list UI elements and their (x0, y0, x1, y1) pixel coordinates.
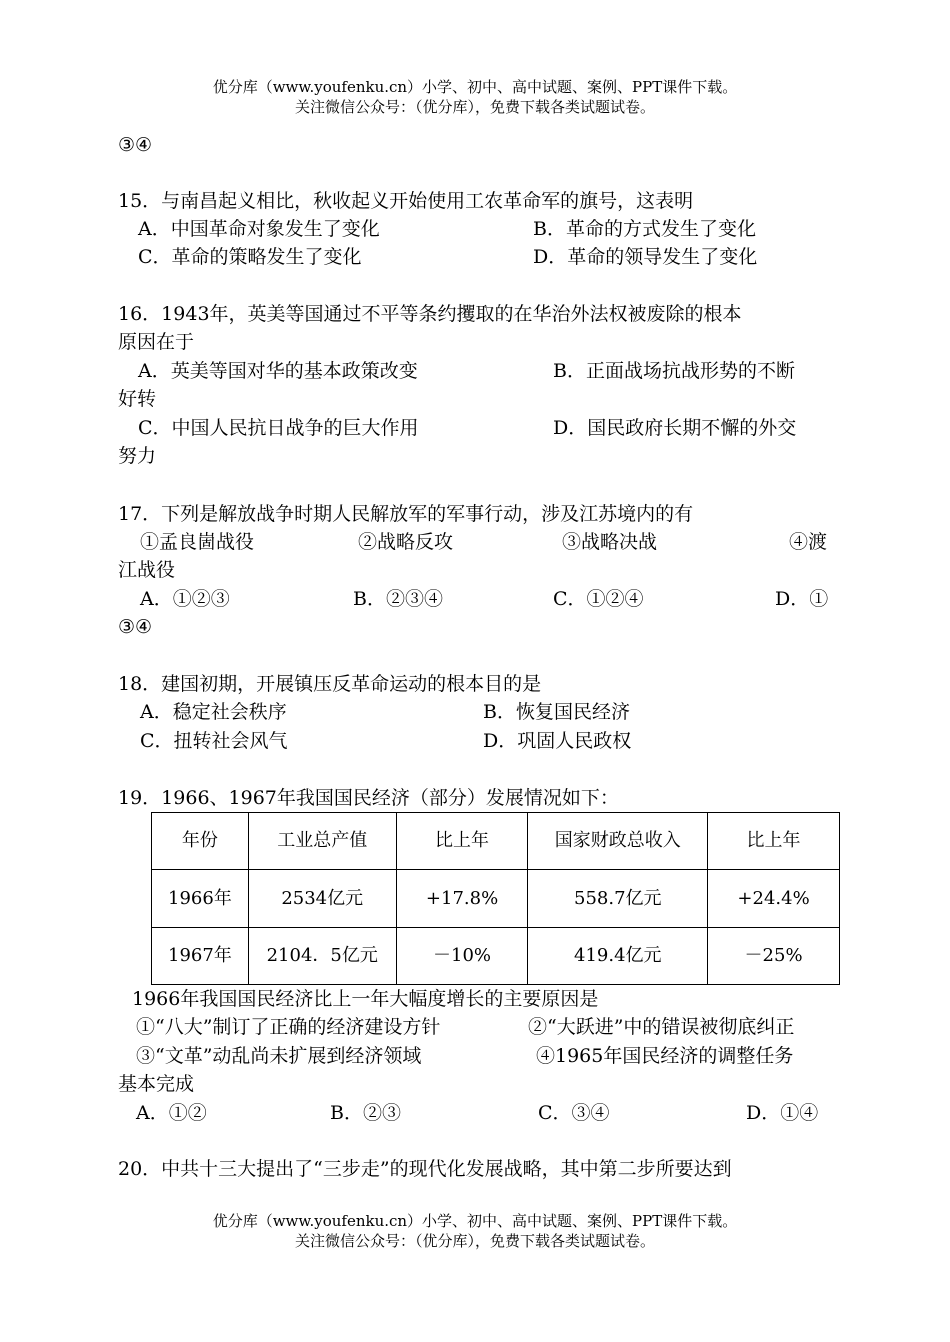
table-cell: 1966年 (152, 870, 249, 928)
q15-option-a: A．中国革命对象发生了变化 (138, 218, 380, 240)
q18-option-b: B．恢复国民经济 (483, 701, 630, 723)
q17-option-b: B．②③④ (353, 588, 443, 610)
q15-option-b: B．革命的方式发生了变化 (533, 218, 756, 240)
q17-option-d: D．① (775, 588, 829, 610)
table-cell: +24.4% (708, 870, 840, 928)
table-cell: 2104．5亿元 (248, 928, 396, 985)
q19-item-1: ①“八大”制订了正确的经济建设方针 (136, 1016, 441, 1038)
table-row (152, 928, 840, 985)
table-header-row (152, 813, 840, 870)
table-cell: +17.8% (396, 870, 528, 928)
table-header-cell: 国家财政总收入 (528, 813, 708, 870)
table-cell: 1967年 (152, 928, 249, 985)
q17-item-2: ②战略反攻 (358, 531, 454, 553)
q17-option-c: C．①②④ (553, 588, 644, 610)
table-cell: －10% (396, 928, 528, 985)
q16-stem-line-1: 16．1943年，英美等国通过不平等条约攫取的在华治外法权被废除的根本 (118, 303, 742, 325)
q19-item-3: ③“文革”动乱尚未扩展到经济领域 (136, 1045, 422, 1067)
q16-option-d-cont: 努力 (118, 445, 157, 467)
q17-option-a: A．①②③ (140, 588, 230, 610)
q20-stem: 20．中共十三大提出了“三步走”的现代化发展战略，其中第二步所要达到 (118, 1158, 732, 1180)
table-cell: 558.7亿元 (528, 870, 708, 928)
prev-question-tail: ③④ (118, 134, 153, 156)
q16-option-b-cont: 好转 (118, 388, 157, 410)
q19-item-2: ②“大跃进”中的错误被彻底纠正 (528, 1016, 795, 1038)
table-header-cell: 工业总产值 (248, 813, 396, 870)
q19-option-c: C．③④ (538, 1102, 610, 1124)
q17-stem: 17．下列是解放战争时期人民解放军的军事行动，涉及江苏境内的有 (118, 503, 694, 525)
table-cell: 2534亿元 (248, 870, 396, 928)
q19-item-4: ④1965年国民经济的调整任务 (536, 1045, 794, 1067)
q19-stem: 19．1966、1967年我国国民经济（部分）发展情况如下： (118, 787, 619, 809)
q16-option-d: D．国民政府长期不懈的外交 (553, 417, 797, 439)
q16-option-a: A．英美等国对华的基本政策改变 (138, 360, 418, 382)
q17-item-4-cont: 江战役 (118, 559, 176, 581)
table-header-cell: 年份 (152, 813, 249, 870)
q17-item-3: ③战略决战 (562, 531, 658, 553)
economy-table (151, 812, 840, 985)
table-header-cell: 比上年 (396, 813, 528, 870)
q19-option-a: A．①② (136, 1102, 207, 1124)
q15-option-c: C．革命的策略发生了变化 (138, 246, 362, 268)
q16-option-b: B．正面战场抗战形势的不断 (553, 360, 795, 382)
q15-option-d: D．革命的领导发生了变化 (533, 246, 758, 268)
q19-option-d: D．①④ (746, 1102, 819, 1124)
q18-option-d: D．巩固人民政权 (483, 730, 632, 752)
table-row (152, 870, 840, 928)
q15-stem: 15．与南昌起义相比，秋收起义开始使用工农革命军的旗号，这表明 (118, 190, 694, 212)
q18-option-a: A．稳定社会秩序 (140, 701, 287, 723)
table-cell: －25% (708, 928, 840, 985)
q17-option-d-cont: ③④ (118, 616, 153, 638)
footer-line-1: 优分库（www.youfenku.cn）小学、初中、高中试题、案例、PPT课件下载。 (212, 1212, 738, 1230)
table-header-cell: 比上年 (708, 813, 840, 870)
q16-option-c: C．中国人民抗日战争的巨大作用 (138, 417, 419, 439)
q19-option-b: B．②③ (330, 1102, 401, 1124)
q16-stem-line-2: 原因在于 (118, 331, 195, 353)
footer-line-2: 关注微信公众号：（优分库），免费下载各类试题试卷。 (294, 1232, 655, 1250)
table-cell: 419.4亿元 (528, 928, 708, 985)
q18-option-c: C．扭转社会风气 (140, 730, 288, 752)
q18-stem: 18．建国初期，开展镇压反革命运动的根本目的是 (118, 673, 542, 695)
header-line-2: 关注微信公众号：（优分库），免费下载各类试题试卷。 (294, 98, 655, 116)
q17-item-1: ①孟良崮战役 (140, 531, 255, 553)
q19-question: 1966年我国国民经济比上一年大幅度增长的主要原因是 (132, 988, 599, 1010)
q17-item-4: ④渡 (789, 531, 828, 553)
header-line-1: 优分库（www.youfenku.cn）小学、初中、高中试题、案例、PPT课件下载。 (212, 78, 738, 96)
q19-item-4-cont: 基本完成 (118, 1073, 195, 1095)
